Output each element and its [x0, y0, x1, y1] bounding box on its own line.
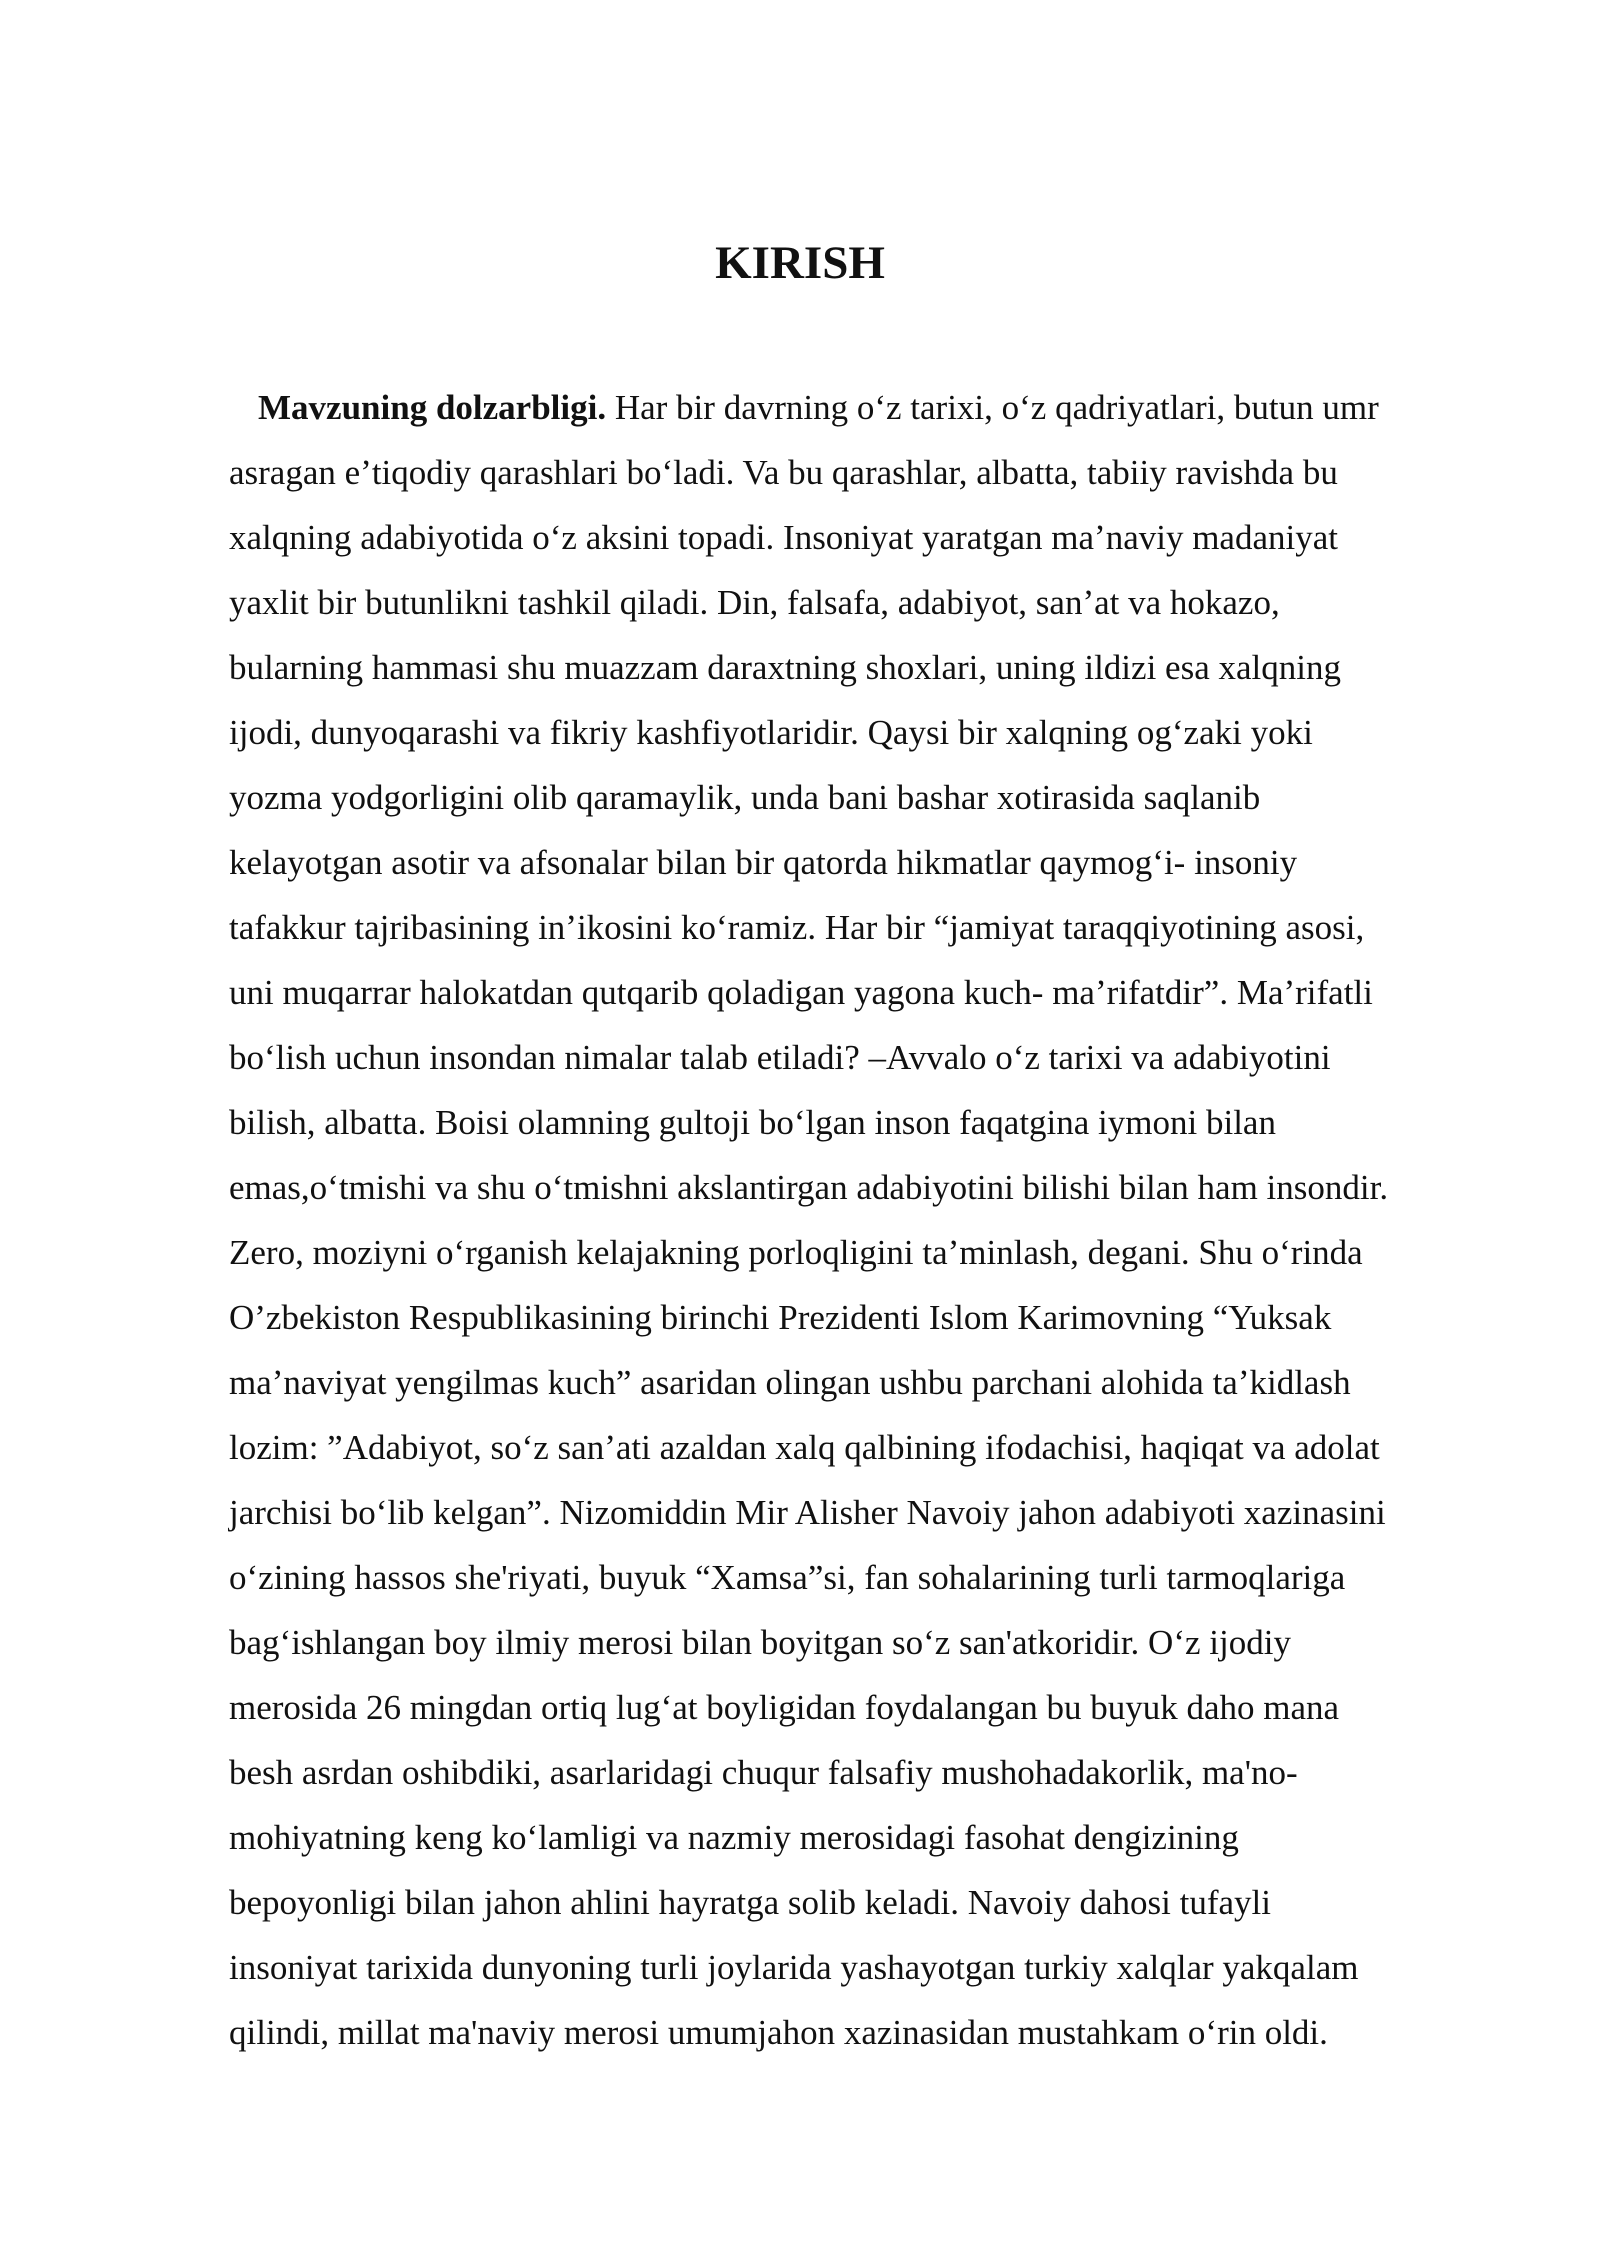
paragraph-line: emas,oʻtmishi va shu oʻtmishni akslantirgan adabiyotini bilishi bilan ham insondir.	[229, 1168, 1389, 1207]
lead-heading: Mavzuning dolzarbligi.	[258, 388, 607, 427]
paragraph-line: merosida 26 mingdan ortiq lugʻat boyligidan foydalangan bu buyuk daho mana	[229, 1688, 1340, 1727]
paragraph-line: xalqning adabiyotida oʻz aksini topadi. Insoniyat yaratgan maʼnaviy madaniyat	[229, 518, 1338, 557]
paragraph-line: ijodi, dunyoqarashi va fikriy kashfiyotlaridir. Qaysi bir xalqning ogʻzaki yoki	[229, 713, 1313, 752]
paragraph-line: maʼnaviyat yengilmas kuch” asaridan olingan ushbu parchani alohida taʼkidlash	[229, 1363, 1351, 1402]
paragraph-line: boʻlish uchun insondan nimalar talab etiladi? –Avvalo oʻz tarixi va adabiyotini	[229, 1038, 1331, 1077]
paragraph-line: qilindi, millat ma'naviy merosi umumjahon xazinasidan mustahkam oʻrin oldi.	[229, 2013, 1328, 2052]
paragraph-line: mohiyatning keng koʻlamligi va nazmiy merosidagi fasohat dengizining	[229, 1818, 1239, 1857]
paragraph-line: bepoyonligi bilan jahon ahlini hayratga solib keladi. Navoiy dahosi tufayli	[229, 1883, 1272, 1922]
paragraph-line	[229, 375, 1489, 440]
paragraph-line: bagʻishlangan boy ilmiy merosi bilan boyitgan soʻz san'atkoridir. Oʻz ijodiy	[229, 1623, 1291, 1662]
paragraph-line: kelayotgan asotir va afsonalar bilan bir qatorda hikmatlar qaymogʻi- insoniy	[229, 843, 1298, 882]
paragraph-line: lozim: ”Adabiyot, soʻz sanʼati azaldan xalq qalbining ifodachisi, haqiqat va adolat	[229, 1428, 1380, 1467]
paragraph-line: bilish, albatta. Boisi olamning gultoji boʻlgan inson faqatgina iymoni bilan	[229, 1103, 1276, 1142]
paragraph-line: yaxlit bir butunlikni tashkil qiladi. Din, falsafa, adabiyot, sanʼat va hokazo,	[229, 583, 1280, 622]
paragraph-line: Zero, moziyni oʻrganish kelajakning porloqligini taʼminlash, degani. Shu oʻrinda	[229, 1233, 1363, 1272]
body-paragraph	[229, 375, 1489, 2065]
paragraph-line: asragan eʼtiqodiy qarashlari boʻladi. Va bu qarashlar, albatta, tabiiy ravishda bu	[229, 453, 1338, 492]
paragraph-line: bularning hammasi shu muazzam daraxtning shoxlari, uning ildizi esa xalqning	[229, 648, 1341, 687]
paragraph-line: tafakkur tajribasining inʼikosini koʻramiz. Har bir “jamiyat taraqqiyotining asosi,	[229, 908, 1365, 947]
paragraph-line: oʻzining hassos she'riyati, buyuk “Xamsa”si, fan sohalarining turli tarmoqlariga	[229, 1558, 1346, 1597]
paragraph-line-text: Har bir davrning oʻz tarixi, oʻz qadriyatlari, butun umr	[606, 388, 1379, 427]
paragraph-line: uni muqarrar halokatdan qutqarib qoladigan yagona kuch- maʼrifatdir”. Maʼrifatli	[229, 973, 1373, 1012]
paragraph-line: insoniyat tarixida dunyoning turli joylarida yashayotgan turkiy xalqlar yakqalam	[229, 1948, 1359, 1987]
page-title: KIRISH	[715, 237, 885, 289]
paragraph-line: O’zbekiston Respublikasining birinchi Prezidenti Islom Karimovning “Yuksak	[229, 1298, 1332, 1337]
paragraph-line: yozma yodgorligini olib qaramaylik, unda bani bashar xotirasida saqlanib	[229, 778, 1261, 817]
paragraph-line: besh asrdan oshibdiki, asarlaridagi chuqur falsafiy mushohadakorlik, ma'no-	[229, 1753, 1298, 1792]
paragraph-line: jarchisi boʻlib kelgan”. Nizomiddin Mir Alisher Navoiy jahon adabiyoti xazinasini	[229, 1493, 1386, 1532]
